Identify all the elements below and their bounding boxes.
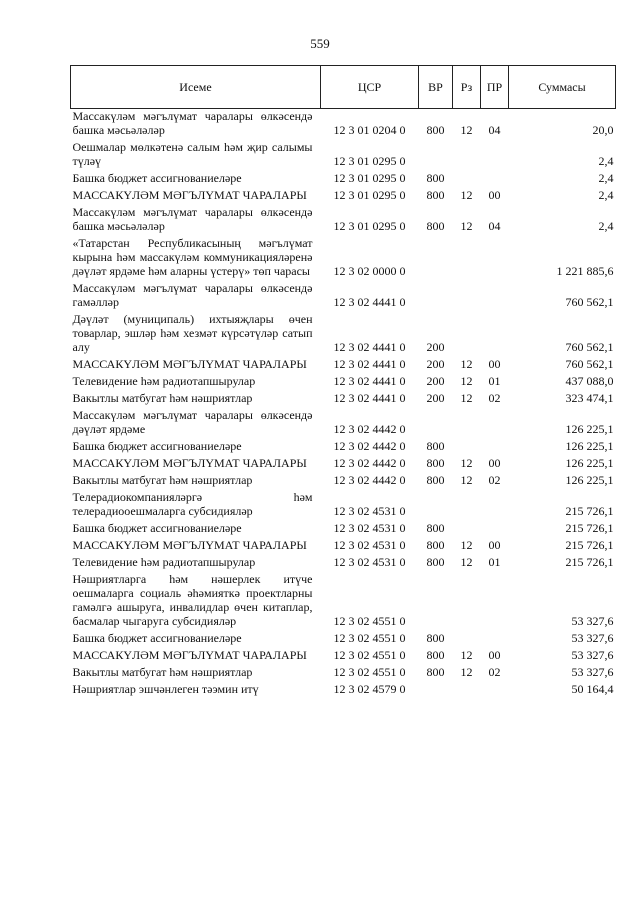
- row-csr: 12 3 02 4531 0: [333, 538, 406, 552]
- row-vr: 800: [426, 439, 445, 453]
- row-rz: [453, 572, 481, 631]
- row-vr: [419, 281, 453, 312]
- row-vr: 800: [426, 538, 445, 552]
- table-row: [71, 391, 616, 408]
- row-rz: [453, 236, 481, 281]
- table-row: [71, 682, 616, 699]
- row-rz: [453, 281, 481, 312]
- row-pr: 01: [488, 374, 501, 388]
- row-sum: 53 327,6: [571, 631, 614, 645]
- row-rz: [453, 171, 481, 188]
- row-pr: [481, 631, 509, 648]
- row-sum: 437 088,0: [565, 374, 614, 388]
- row-pr: 00: [488, 648, 501, 662]
- row-vr: 800: [426, 521, 445, 535]
- row-rz: 12: [460, 391, 473, 405]
- row-name: Башка бюджет ассигнованиеләре: [72, 439, 242, 453]
- row-csr: 12 3 02 0000 0: [333, 264, 406, 278]
- table-row: [71, 490, 616, 521]
- row-name: МАССАКҮЛӘМ МӘГЪЛҮМАТ ЧАРАЛАРЫ: [72, 188, 307, 202]
- row-sum: 760 562,1: [565, 295, 614, 309]
- row-pr: [481, 439, 509, 456]
- row-sum: 2,4: [598, 219, 614, 233]
- table-row: [71, 281, 616, 312]
- row-vr: [419, 572, 453, 631]
- row-sum: 2,4: [598, 188, 614, 202]
- header-csr: ЦСР: [321, 66, 419, 109]
- row-name: МАССАКҮЛӘМ МӘГЪЛҮМАТ ЧАРАЛАРЫ: [72, 538, 307, 552]
- row-name: МАССАКҮЛӘМ МӘГЪЛҮМАТ ЧАРАЛАРЫ: [72, 456, 307, 470]
- row-name: МАССАКҮЛӘМ МӘГЪЛҮМАТ ЧАРАЛАРЫ: [72, 648, 307, 662]
- row-sum: 1 221 885,6: [556, 264, 614, 278]
- row-sum: 126 225,1: [565, 422, 614, 436]
- row-rz: 12: [460, 555, 473, 569]
- row-rz: [453, 408, 481, 439]
- row-csr: 12 3 01 0295 0: [333, 154, 406, 168]
- header-rz: Рз: [453, 66, 481, 109]
- row-rz: 12: [460, 188, 473, 202]
- table-row: [71, 555, 616, 572]
- row-pr: 00: [488, 456, 501, 470]
- row-vr: 800: [426, 456, 445, 470]
- row-sum: 2,4: [598, 171, 614, 185]
- row-rz: [453, 140, 481, 171]
- row-vr: 800: [426, 219, 445, 233]
- row-vr: 200: [426, 391, 445, 405]
- row-sum: 53 327,6: [571, 665, 614, 679]
- row-vr: 800: [426, 473, 445, 487]
- row-csr: 12 3 02 4442 0: [333, 456, 406, 470]
- table-row: [71, 312, 616, 357]
- header-name: Исеме: [71, 66, 321, 109]
- row-sum: 323 474,1: [565, 391, 614, 405]
- table-row: [71, 140, 616, 171]
- row-pr: 02: [488, 665, 501, 679]
- row-pr: [481, 236, 509, 281]
- row-vr: 200: [426, 357, 445, 371]
- row-vr: 200: [426, 374, 445, 388]
- row-sum: 215 726,1: [565, 504, 614, 518]
- row-csr: 12 3 02 4551 0: [333, 648, 406, 662]
- table-row: [71, 665, 616, 682]
- row-vr: [419, 490, 453, 521]
- row-csr: 12 3 02 4441 0: [333, 357, 406, 371]
- table-row: [71, 205, 616, 236]
- row-vr: 800: [426, 188, 445, 202]
- row-pr: [481, 572, 509, 631]
- row-sum: 760 562,1: [565, 357, 614, 371]
- row-name: Нәшриятларга һәм нәшерлек итүче оешмаларга социаль әһәмияткә проектларны гамәлгә ашыруга, инвалидлар өчен китаплар, басмалар чыгаруга субсидияләр: [72, 572, 313, 628]
- table-row: [71, 439, 616, 456]
- table-row: [71, 572, 616, 631]
- row-vr: 800: [426, 631, 445, 645]
- row-pr: 02: [488, 391, 501, 405]
- row-rz: 12: [460, 123, 473, 137]
- row-rz: 12: [460, 357, 473, 371]
- row-rz: 12: [460, 374, 473, 388]
- row-name: Башка бюджет ассигнованиеләре: [72, 521, 242, 535]
- row-csr: 12 3 02 4531 0: [333, 521, 406, 535]
- row-name: «Татарстан Республикасының мәгълүмат кырына һәм массакүләм коммуникацияләренә дәүләт ярдәме һәм аларны үстерү» төп чарасы: [72, 236, 313, 278]
- header-pr: ПР: [481, 66, 509, 109]
- row-name: Массакүләм мәгълүмат чаралары өлкәсендә башка мәсьәләләр: [72, 205, 313, 233]
- row-sum: 126 225,1: [565, 456, 614, 470]
- table-header: [71, 66, 616, 109]
- row-csr: 12 3 02 4442 0: [333, 439, 406, 453]
- table-body: [71, 109, 616, 700]
- row-rz: 12: [460, 473, 473, 487]
- row-pr: 02: [488, 473, 501, 487]
- row-csr: 12 3 02 4442 0: [333, 422, 406, 436]
- page-number: 559: [310, 36, 330, 51]
- row-name: Вакытлы матбугат һәм нәшриятлар: [72, 473, 253, 487]
- row-rz: [453, 312, 481, 357]
- row-sum: 215 726,1: [565, 555, 614, 569]
- row-csr: 12 3 02 4531 0: [333, 504, 406, 518]
- row-pr: [481, 312, 509, 357]
- row-csr: 12 3 02 4531 0: [333, 555, 406, 569]
- row-sum: 2,4: [598, 154, 614, 168]
- row-csr: 12 3 01 0295 0: [333, 171, 406, 185]
- row-sum: 50 164,4: [571, 682, 614, 696]
- row-name: Вакытлы матбугат һәм нәшриятлар: [72, 665, 253, 679]
- row-vr: 800: [426, 171, 445, 185]
- row-vr: 200: [426, 340, 445, 354]
- row-pr: [481, 521, 509, 538]
- row-name: Телерадиокомпанияләргә һәм телерадиооешмаларга субсидияләр: [72, 490, 313, 518]
- table-row: [71, 188, 616, 205]
- table-row: [71, 473, 616, 490]
- row-pr: [481, 171, 509, 188]
- row-rz: [453, 439, 481, 456]
- row-csr: 12 3 02 4579 0: [333, 682, 406, 696]
- row-csr: 12 3 02 4441 0: [333, 340, 406, 354]
- row-name: Башка бюджет ассигнованиеләре: [72, 171, 242, 185]
- row-rz: 12: [460, 219, 473, 233]
- row-pr: 04: [488, 123, 501, 137]
- table-row: [71, 408, 616, 439]
- row-pr: 00: [488, 538, 501, 552]
- row-name: Нәшриятлар эшчәнлеген тәэмин итү: [72, 682, 259, 696]
- row-pr: [481, 682, 509, 699]
- row-rz: 12: [460, 665, 473, 679]
- row-name: Телевидение һәм радиотапшырулар: [72, 374, 256, 388]
- row-sum: 126 225,1: [565, 439, 614, 453]
- row-vr: 800: [426, 555, 445, 569]
- row-name: Массакүләм мәгълүмат чаралары өлкәсендә гамәлләр: [72, 281, 313, 309]
- row-vr: [419, 140, 453, 171]
- row-name: Массакүләм мәгълүмат чаралары өлкәсендә дәүләт ярдәме: [72, 408, 313, 436]
- table-row: [71, 456, 616, 473]
- row-name: Вакытлы матбугат һәм нәшриятлар: [72, 391, 253, 405]
- row-vr: 800: [426, 123, 445, 137]
- row-sum: 53 327,6: [571, 648, 614, 662]
- row-pr: 04: [488, 219, 501, 233]
- row-rz: [453, 521, 481, 538]
- row-sum: 215 726,1: [565, 538, 614, 552]
- row-csr: 12 3 01 0295 0: [333, 219, 406, 233]
- row-csr: 12 3 02 4551 0: [333, 665, 406, 679]
- row-pr: [481, 281, 509, 312]
- row-rz: [453, 682, 481, 699]
- row-pr: [481, 408, 509, 439]
- row-name: МАССАКҮЛӘМ МӘГЪЛҮМАТ ЧАРАЛАРЫ: [72, 357, 307, 371]
- row-csr: 12 3 02 4441 0: [333, 374, 406, 388]
- table-row: [71, 374, 616, 391]
- row-pr: [481, 140, 509, 171]
- row-name: Телевидение һәм радиотапшырулар: [72, 555, 256, 569]
- row-pr: 00: [488, 188, 501, 202]
- row-name: Дәүләт (муниципаль) ихтыяҗлары өчен товарлар, эшләр һәм хезмәт күрсәтүләр сатып алу: [72, 312, 313, 354]
- row-vr: [419, 408, 453, 439]
- row-rz: 12: [460, 648, 473, 662]
- row-sum: 215 726,1: [565, 521, 614, 535]
- table-row: [71, 631, 616, 648]
- row-pr: 00: [488, 357, 501, 371]
- row-sum: 20,0: [592, 123, 614, 137]
- row-csr: 12 3 02 4441 0: [333, 295, 406, 309]
- row-name: Массакүләм мәгълүмат чаралары өлкәсендә башка мәсьәләләр: [72, 109, 313, 137]
- row-vr: 800: [426, 665, 445, 679]
- row-vr: [419, 236, 453, 281]
- table-row: [71, 171, 616, 188]
- table-row: [71, 521, 616, 538]
- row-sum: 760 562,1: [565, 340, 614, 354]
- row-rz: [453, 490, 481, 521]
- row-rz: 12: [460, 456, 473, 470]
- row-sum: 53 327,6: [571, 614, 614, 628]
- row-vr: [419, 682, 453, 699]
- table-row: [71, 538, 616, 555]
- table-row: [71, 357, 616, 374]
- row-vr: 800: [426, 648, 445, 662]
- row-csr: 12 3 02 4551 0: [333, 614, 406, 628]
- row-sum: 126 225,1: [565, 473, 614, 487]
- row-name: Башка бюджет ассигнованиеләре: [72, 631, 242, 645]
- header-vr: ВР: [419, 66, 453, 109]
- row-csr: 12 3 02 4442 0: [333, 473, 406, 487]
- row-csr: 12 3 01 0204 0: [333, 123, 406, 137]
- table-row: [71, 109, 616, 141]
- row-rz: 12: [460, 538, 473, 552]
- budget-table: [70, 65, 616, 699]
- row-csr: 12 3 02 4441 0: [333, 391, 406, 405]
- table-row: [71, 648, 616, 665]
- row-csr: 12 3 02 4551 0: [333, 631, 406, 645]
- row-pr: 01: [488, 555, 501, 569]
- header-sum: Суммасы: [509, 66, 616, 109]
- row-rz: [453, 631, 481, 648]
- table-row: [71, 236, 616, 281]
- row-pr: [481, 490, 509, 521]
- row-csr: 12 3 01 0295 0: [333, 188, 406, 202]
- row-name: Оешмалар мөлкәтенә салым һәм җир салымы түләү: [72, 140, 313, 168]
